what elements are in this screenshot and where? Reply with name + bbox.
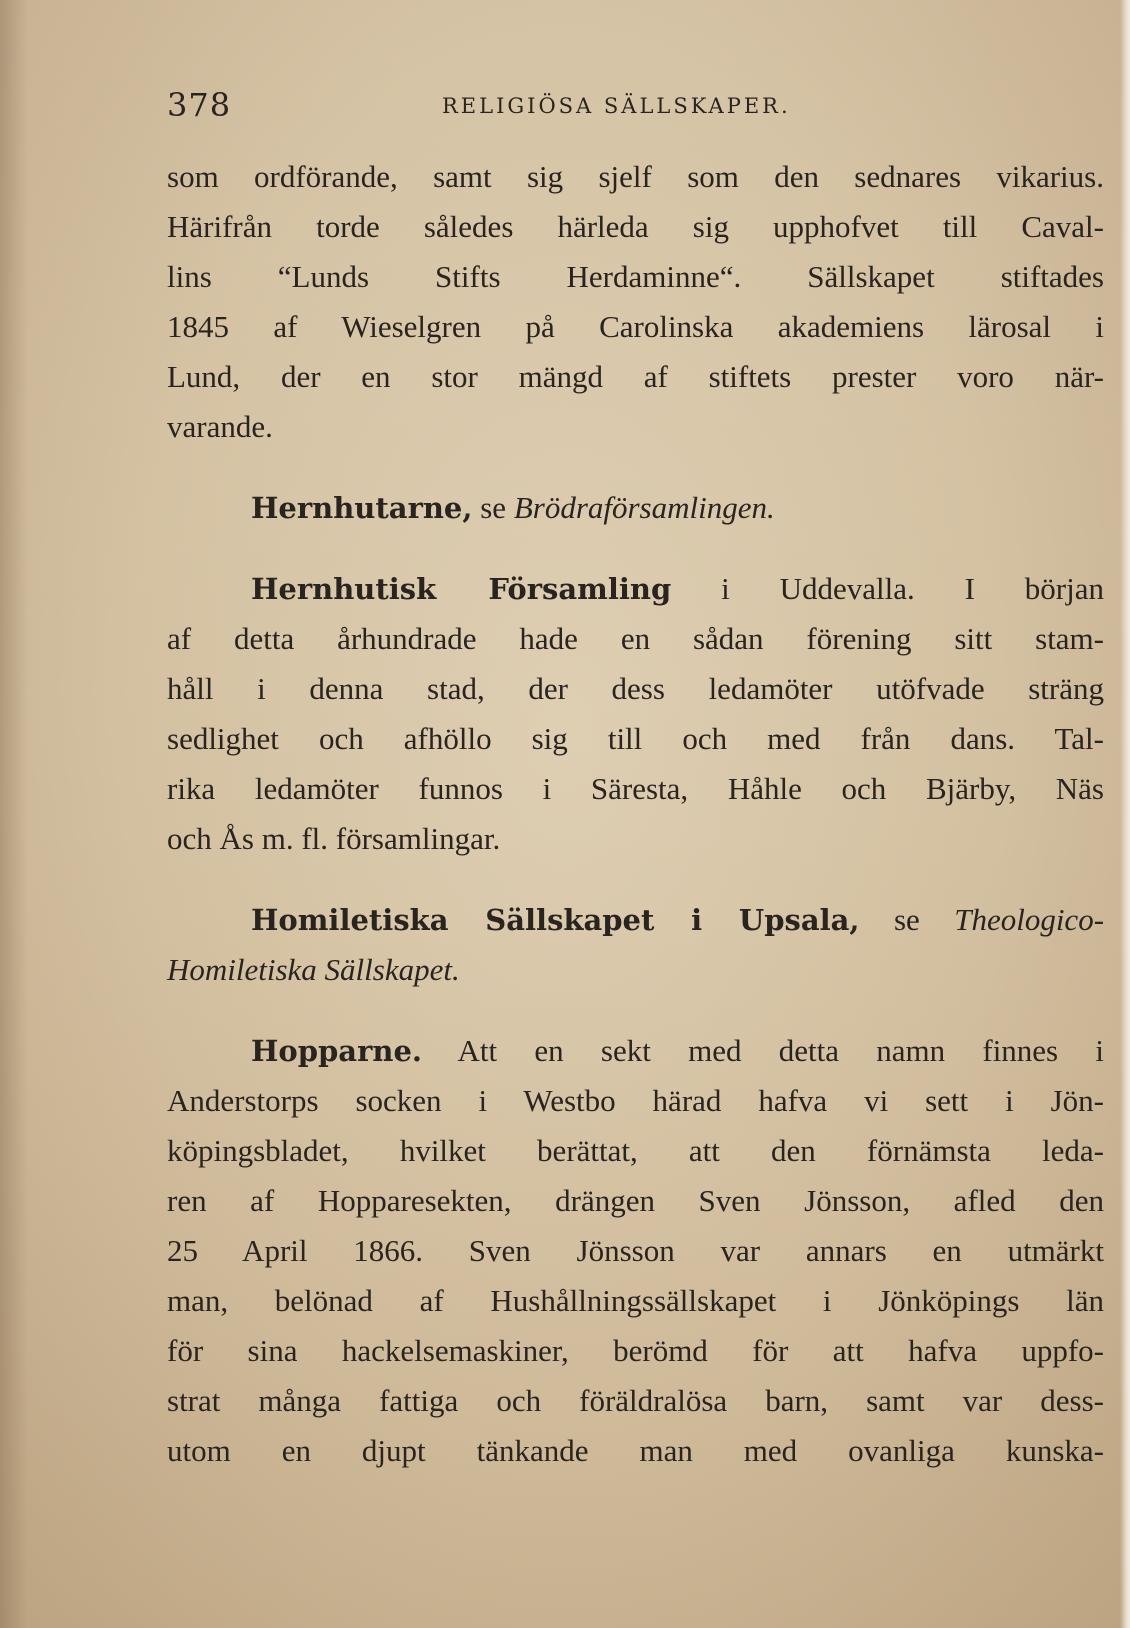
text-line: för sina hackelsemaskiner, berömd för att hafva uppfo- (167, 1333, 1104, 1368)
entry-text: i Uddevalla. I början (721, 571, 1104, 606)
entry-headword: Homiletiska Sällskapet i Upsala, (251, 903, 860, 937)
page-number: 378 (167, 86, 232, 124)
text-line: som ordförande, samt sig sjelf som den sednares vikarius. (167, 159, 1104, 194)
see-reference-word: se (893, 902, 920, 937)
text-line: lins “Lunds Stifts Herdaminne“. Sällskapet stiftades (167, 259, 1104, 294)
page-edge-shadow (0, 0, 28, 1628)
text-line: utom en djupt tänkande man med ovanliga kunska- (167, 1433, 1104, 1468)
entry-hernhutarne (167, 483, 1104, 533)
see-reference-word: se (480, 490, 507, 525)
text-line: Lund, der en stor mängd af stiftets prester voro när- (167, 359, 1104, 394)
text-line: sedlighet och afhöllo sig till och med från dans. Tal- (167, 721, 1104, 756)
text-line: varande. (167, 409, 273, 444)
entry-hopparne (167, 1026, 1104, 1076)
entry-headword: Hernhutisk Församling (251, 572, 672, 606)
running-head: RELIGIÖSA SÄLLSKAPER. (442, 94, 791, 118)
cross-reference: Brödraförsamlingen. (513, 490, 775, 525)
text-line: 1845 af Wieselgren på Carolinska akademiens lärosal i (167, 309, 1104, 344)
text-line: strat många fattiga och föräldralösa barn, samt var dess- (167, 1383, 1104, 1418)
cross-reference-continued: Homiletiska Sällskapet. (167, 952, 460, 987)
text-line: Härifrån torde således härleda sig upphofvet till Caval- (167, 209, 1104, 244)
text-line: köpingsbladet, hvilket berättat, att den förnämsta leda- (167, 1133, 1104, 1168)
text-line: Anderstorps socken i Westbo härad hafva vi sett i Jön- (167, 1083, 1104, 1118)
text-line: af detta århundrade hade en sådan förening sitt stam- (167, 621, 1104, 656)
entry-text: Att en sekt med detta namn finnes i (457, 1033, 1104, 1068)
cross-reference: Theologico- (954, 902, 1105, 937)
entry-homiletiska-sallskapet (167, 895, 1104, 945)
text-line: rika ledamöter funnos i Säresta, Håhle och Bjärby, Näs (167, 771, 1104, 806)
body-text (167, 152, 1104, 1476)
entry-hernhutisk-forsamling (167, 564, 1104, 614)
text-line: ren af Hopparesekten, drängen Sven Jönsson, afled den (167, 1183, 1104, 1218)
entry-headword: Hernhutarne, (251, 491, 473, 525)
entry-headword: Hopparne. (251, 1034, 422, 1068)
text-line: man, belönad af Hushållningssällskapet i Jönköpings län (167, 1283, 1104, 1318)
text-line: och Ås m. fl. församlingar. (167, 821, 501, 856)
page-edge-light (1120, 0, 1130, 1628)
text-line: håll i denna stad, der dess ledamöter utöfvade sträng (167, 671, 1104, 706)
text-line: 25 April 1866. Sven Jönsson var annars en utmärkt (167, 1233, 1104, 1268)
